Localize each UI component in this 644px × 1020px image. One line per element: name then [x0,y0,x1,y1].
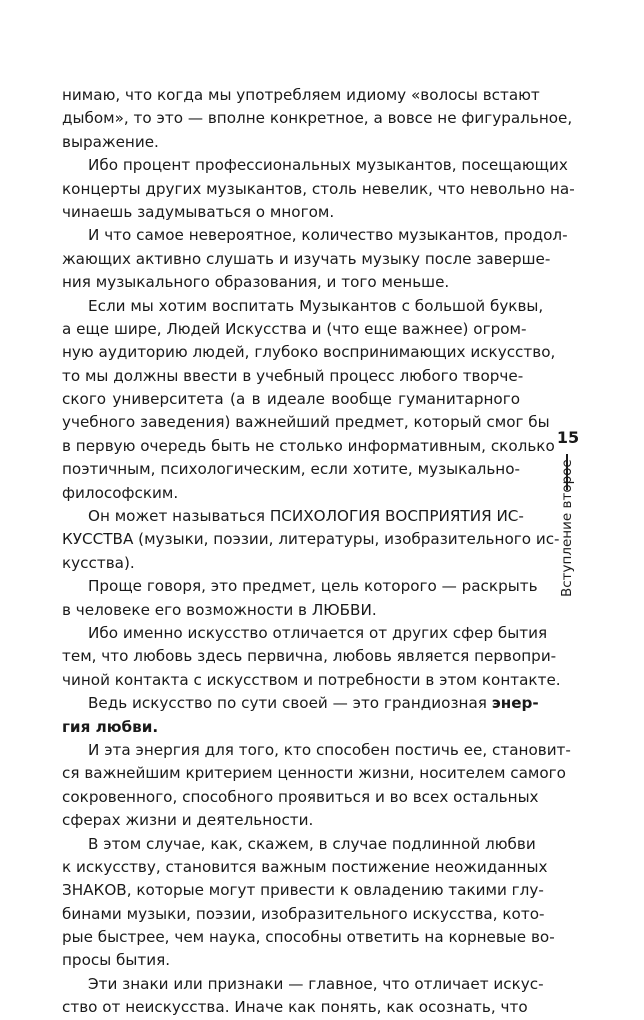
line-text: ство от неискусства. Иначе как понять, как осознать, что [62,998,528,1017]
text-line [62,435,555,458]
line-text: в первую очередь быть не столько информативным, сколько [62,436,555,455]
text-line [62,482,520,505]
line-text: Ведь искусство по сути своей — это грандиозная [88,694,492,713]
line-text: Проще говоря, это предмет, цель которого — раскрыть [88,577,538,596]
text-line [62,645,557,668]
line-text: нимаю, что когда мы употребляем идиому «волосы встают [62,86,540,104]
text-line [62,762,566,785]
line-text: ную аудиторию людей, глубоко воспринимающих искусство, [62,343,556,362]
paragraph [62,224,568,294]
paragraph [62,505,560,575]
text-line [62,318,527,341]
text-line [62,879,544,902]
text-line [62,926,555,949]
line-text: просы бытия. [62,951,171,970]
text-line [62,224,568,247]
running-head: Вступление второе [559,459,575,597]
line-text: Ибо процент профессиональных музыкантов, посещающих [88,156,568,175]
line-text: кусства). [62,553,135,572]
text-line [62,669,561,692]
line-text: рые быстрее, чем наука, способны ответить на корневые во- [62,928,555,947]
text-line [62,716,520,739]
text-line [62,575,538,598]
text-line [62,739,571,762]
line-text: ния музыкального образования, и того меньше. [62,273,450,292]
line-text: ЗНАКОВ, которые могут привести к овладению такими глу- [62,881,544,900]
text-line [62,599,520,622]
text-line [62,201,520,224]
paragraph [62,692,539,739]
line-text: сокровенного, способного проявиться и во всех остальных [62,787,539,806]
line-text: сферах жизни и деятельности. [62,811,314,830]
text-line [62,692,539,715]
text-line [62,786,539,809]
text-line [62,458,520,481]
text-line [62,973,544,996]
line-text: Ибо именно искусство отличается от других сфер бытия [88,623,548,642]
text-line [62,622,548,645]
text-line [62,154,568,177]
page-number: 15 [556,428,580,447]
text-line [62,552,520,575]
line-text: учебного заведения) важнейший предмет, который смог бы [62,413,550,432]
line-text: к искусству, становится важным постижение неожиданных [62,857,548,876]
line-text: жающих активно слушать и изучать музыку после заверше- [62,249,551,268]
text-line [62,131,520,154]
line-text: Эти знаки или признаки — главное, что отличает искус- [88,974,544,993]
paragraph [62,739,571,833]
line-text: В этом случае, как, скажем, в случае подлинной любви [88,834,536,853]
line-text: дыбом», то это — вполне конкретное, а вовсе не фигуральное, [62,109,573,128]
line-text: в человеке его возможности в ЛЮБВИ. [62,600,377,619]
line-text: ся важнейшим критерием ценности жизни, носителем самого [62,764,566,783]
text-line [62,365,524,388]
line-text: выражение. [62,132,159,151]
paragraph [62,622,561,692]
text-line [62,84,540,107]
emphasis-text: гия любви. [62,717,159,736]
text-line [62,178,575,201]
line-text: ского университета (а в идеале вообще гуманитарного [62,390,520,409]
line-text: Если мы хотим воспитать Музыкантов с большой буквы, [88,296,544,315]
paragraph [62,575,538,622]
text-line [62,949,520,972]
line-text: чиной контакта с искусством и потребности в этом контакте. [62,670,561,689]
line-text: философским. [62,483,179,502]
text-line [62,528,560,551]
paragraph [62,973,544,1020]
text-line [62,341,556,364]
line-text: тем, что любовь здесь первична, любовь является первопри- [62,647,557,666]
text-line [62,248,551,271]
paragraph [62,833,555,973]
line-text: поэтичным, психологическим, если хотите, музыкально- [62,460,520,479]
line-text: КУССТВА (музыки, поэзии, литературы, изобразительного ис- [62,530,560,549]
line-text: то мы должны ввести в учебный процесс любого творче- [62,366,524,385]
line-text: а еще шире, Людей Искусства и (что еще важнее) огром- [62,319,527,338]
line-text: И эта энергия для того, кто способен постичь ее, становит- [88,740,571,759]
paragraph [62,84,573,154]
line-text: чинаешь задумываться о многом. [62,202,335,221]
text-line [62,295,544,318]
paragraph [62,154,575,224]
text-line [62,833,536,856]
line-text: И что самое невероятное, количество музыкантов, продол- [88,226,568,245]
paragraph [62,295,556,506]
line-text: концерты других музыкантов, столь невелик, что невольно на- [62,179,575,198]
text-line [62,856,548,879]
line-text: Он может называться ПСИХОЛОГИЯ ВОСПРИЯТИЯ ИС- [88,507,524,526]
text-line [62,388,520,411]
text-line [62,505,524,528]
text-line [62,411,550,434]
text-line [62,809,520,832]
text-line [62,107,573,130]
text-line [62,903,545,926]
text-line [62,271,520,294]
emphasis-text: энер- [491,694,539,713]
line-text: бинами музыки, поэзии, изобразительного искусства, кото- [62,904,545,923]
